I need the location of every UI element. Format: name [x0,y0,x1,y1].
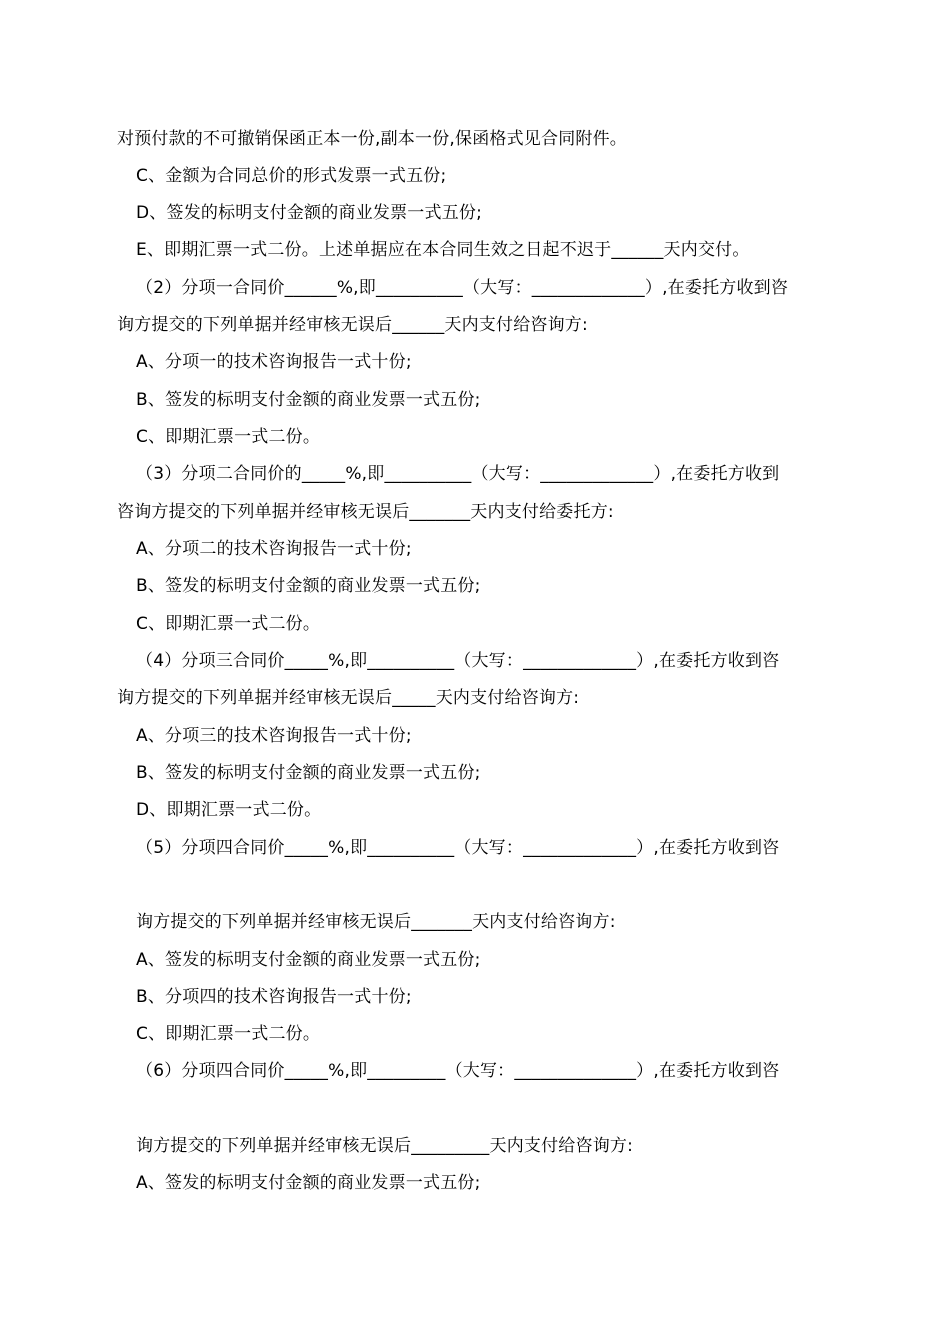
paragraph-line: 询方提交的下列单据并经审核无误后_________天内支付给咨询方: [136,1136,634,1156]
clause-heading: （3）分项二合同价的_____%,即__________（大写：_____________）,在委托方收到 [136,464,780,484]
clause-heading: （5）分项四合同价_____%,即__________（大写：_____________）,在委托方收到咨 [136,838,780,858]
list-item: E、即期汇票一式二份。上述单据应在本合同生效之日起不迟于______天内交付。 [136,240,750,260]
paragraph-line: 对预付款的不可撤销保函正本一份,副本一份,保函格式见合同附件。 [117,129,628,149]
list-item: A、分项三的技术咨询报告一式十份; [136,726,412,746]
list-item: C、金额为合同总价的形式发票一式五份; [136,166,447,186]
list-item: D、即期汇票一式二份。 [136,800,322,820]
clause-heading: （4）分项三合同价_____%,即__________（大写：_____________）,在委托方收到咨 [136,651,780,671]
list-item: B、签发的标明支付金额的商业发票一式五份; [136,763,481,783]
paragraph-line: 咨询方提交的下列单据并经审核无误后_______天内支付给委托方: [117,502,614,522]
list-item: A、分项二的技术咨询报告一式十份; [136,539,412,559]
list-item: B、签发的标明支付金额的商业发票一式五份; [136,576,481,596]
list-item: B、分项四的技术咨询报告一式十份; [136,987,412,1007]
clause-heading: （6）分项四合同价_____%,即_________（大写：______________）,在委托方收到咨 [136,1061,780,1081]
list-item: C、即期汇票一式二份。 [136,427,321,447]
paragraph-line: 询方提交的下列单据并经审核无误后_______天内支付给咨询方: [136,912,616,932]
list-item: A、签发的标明支付金额的商业发票一式五份; [136,950,481,970]
list-item: C、即期汇票一式二份。 [136,1024,321,1044]
paragraph-line: 询方提交的下列单据并经审核无误后_____天内支付给咨询方: [117,688,580,708]
list-item: B、签发的标明支付金额的商业发票一式五份; [136,390,481,410]
list-item: A、分项一的技术咨询报告一式十份; [136,352,412,372]
paragraph-line: 询方提交的下列单据并经审核无误后______天内支付给咨询方: [117,315,588,335]
list-item: C、即期汇票一式二份。 [136,614,321,634]
clause-heading: （2）分项一合同价______%,即__________（大写：_____________）,在委托方收到咨 [136,278,789,298]
list-item: A、签发的标明支付金额的商业发票一式五份; [136,1173,481,1193]
list-item: D、签发的标明支付金额的商业发票一式五份; [136,203,483,223]
